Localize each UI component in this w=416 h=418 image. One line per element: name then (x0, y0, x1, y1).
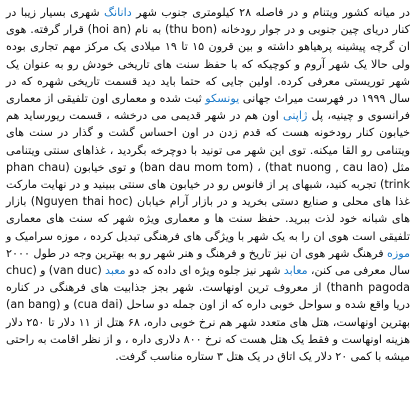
link-unesco[interactable]: یونسکو (205, 92, 240, 106)
article-text: شهری بسیار زیبا در کنار دریای چین جنوبی و در جوار رودخانه (thu bon) به نام (hoi an) قرار گرفته. هوی ان گرچه پیشینه پرهیاهو داشته و بین قرون ۱۵ تا ۱۹ میلادی یک مرکز مهم تجاری بوده ولی حالا یک شهر آروم و کوچیکه که با حفظ سنت های تاریخی خودش رو به عنوان یک شهر توریستی معرفی کرده. اولین جایی که حتما باید دید قسمت تاریخی شهره که در سال ۱۹۹۹ در فهرست میراث جهانی (6, 6, 410, 106)
link-museum[interactable]: موزه (386, 246, 410, 260)
article-text: اون هم در شهر قدیمی می درخشه ، قسمت ریورساید هم خیابون کنار رودخونه هست که قدم زدن در اون احساس گشت و گذار در سنت های ویتنامی رو القا میکنه. توی این شهر می تونید با دوچرخه بگردید ، غذاهای سنتی ویتنامی مثل (that nuong , cau lao) ، (ban dau mom tom) و توی خیابون (phan chau trink) تجربه کنید، شبهای پر از فانوس رو در خیابون های سنتی ببینید و در نهایت مارکت غذا های محلی و صنایع دستی بخرید و در بازار آرام خیابان (Nguyen thai hoc) بازار های شبانه خود لذت ببرید. حفظ سنت ها و معماری ویژه شهر که سنت های معماری تلفیقی است هوی ان را به یک شهر با ویژگی های فرهنگی تبدیل کرده ، موزه سرامیک و (6, 109, 410, 243)
link-temples[interactable]: معابد (283, 264, 308, 278)
article-text: ثبت شده و معماری اون تلفیقی از معماری فرانسوی و چینیه، پل (6, 92, 410, 123)
link-japan[interactable]: ژاپنی (283, 109, 308, 123)
article-text: شهر نیز جلوه ویژه ای داده که دو (125, 264, 284, 278)
article-text: فرهنگ شهر هوی ان نیز تاریخ و فرهنگ و هنر شهر رو به بهترین وجه در طول ۲۰۰۰ سال معرفی می کنن، (6, 246, 410, 278)
article-text: (van duc) و (chuc thanh pagoda) از معروف ترین اونهاست. شهر بجز جذابیت های فرهنگی در کناره دریا واقع شده و سواحل خوبی داره که از اون جمله دو ساحل (cua dai) و (an bang) بهترین اونهاست، هتل های متعدد شهر هم نرخ خوبی داره، ۶۸ هتل از ۱۱ دلار تا ۲۵۰ دلار هزینه اونهاست و فقط یک هتل هست که نرخ ۸۰۰ دلاری داره ، و از نظر اقامت به راحتی میشه با کمی ۲۰ دلار یک اتاق در یک هتل ۳ ستاره مناسب گرفت. (6, 264, 410, 364)
link-danang[interactable]: دانانگ (104, 6, 132, 19)
link-temple[interactable]: معبد (105, 264, 126, 278)
article-text: در میانه کشور ویتنام و در فاصله ۲۸ کیلومتری جنوب شهر (131, 6, 410, 19)
